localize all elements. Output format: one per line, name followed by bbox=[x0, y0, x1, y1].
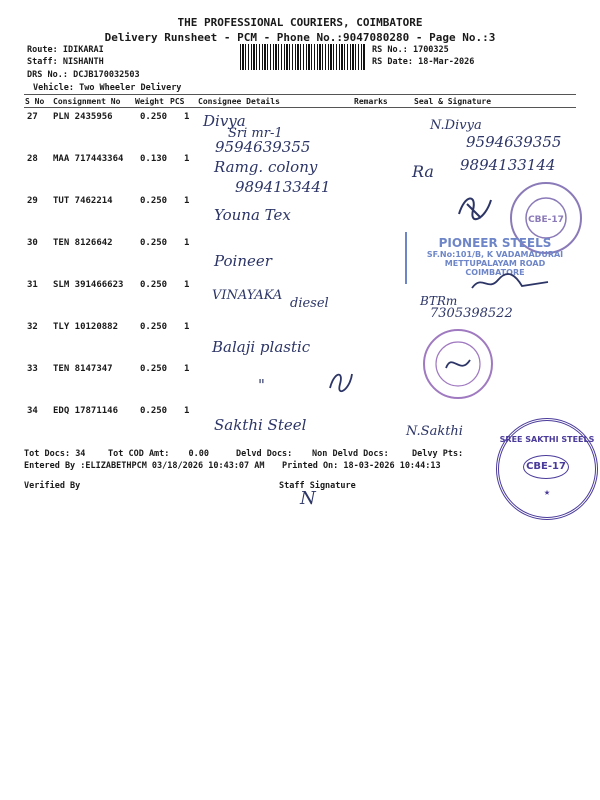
handwritten-consignee: Sri mr-1 bbox=[228, 126, 283, 141]
handwritten-consignee: diesel bbox=[290, 296, 329, 311]
row-sno: 28 bbox=[27, 154, 38, 164]
row-weight: 0.250 bbox=[140, 322, 168, 332]
row-sno: 29 bbox=[27, 196, 38, 206]
pioneer-address-1: SF.No:101/B, K VADAMADURAI bbox=[426, 250, 564, 259]
sakthi-code: CBE-17 bbox=[523, 455, 569, 479]
signature: N.Sakthi bbox=[406, 424, 463, 439]
row-sno: 34 bbox=[27, 406, 38, 416]
staff-signature-label: Staff Signature bbox=[279, 481, 356, 491]
row-sno: 30 bbox=[27, 238, 38, 248]
star-icon: ★ bbox=[543, 487, 551, 498]
row-consignment: SLM 391466623 bbox=[53, 280, 124, 290]
pioneer-address-2: METTUPALAYAM ROAD bbox=[444, 259, 546, 268]
ditto-mark: " bbox=[258, 376, 265, 394]
col-remarks: Remarks bbox=[354, 97, 388, 106]
handwritten-phone: 9594639355 bbox=[215, 138, 311, 156]
row-consignment: TLY 10120882 bbox=[53, 322, 119, 332]
drs-line: DRS No.: DCJB170032503 bbox=[27, 70, 140, 80]
row-weight: 0.250 bbox=[140, 196, 168, 206]
signature-phone: 7305398522 bbox=[430, 306, 513, 321]
row-consignment: MAA 717443364 bbox=[53, 154, 124, 164]
row-weight: 0.250 bbox=[140, 280, 168, 290]
sree-sakthi-stamp bbox=[496, 418, 598, 520]
delvy-pts: Delvy Pts: bbox=[412, 449, 464, 459]
row-weight: 0.250 bbox=[140, 112, 168, 122]
delvd-docs: Delvd Docs: bbox=[236, 449, 293, 459]
row-pcs: 1 bbox=[184, 196, 190, 206]
col-seal: Seal & Signature bbox=[414, 97, 492, 106]
handwritten-consignee: VINAYAKA bbox=[212, 288, 283, 303]
col-consignee: Consignee Details bbox=[198, 97, 280, 106]
signature: Ra bbox=[412, 162, 434, 181]
row-weight: 0.250 bbox=[140, 238, 168, 248]
handwritten-phone: 9894133441 bbox=[235, 178, 331, 196]
row-pcs: 1 bbox=[184, 154, 190, 164]
entered-by: Entered By :ELIZABETHPCM 03/18/2026 10:43:07 AM bbox=[24, 461, 265, 471]
tot-cod: Tot COD Amt: 0.00 bbox=[108, 449, 210, 459]
tot-docs: Tot Docs: 34 bbox=[24, 449, 86, 459]
col-pcs: PCS bbox=[170, 97, 185, 106]
pioneer-address-3: COIMBATORE bbox=[465, 268, 525, 277]
row-sno: 32 bbox=[27, 322, 38, 332]
col-weight: Weight bbox=[135, 97, 164, 106]
pioneer-name: PIONEER STEELS bbox=[438, 236, 552, 250]
runsheet-subtitle: Delivery Runsheet - PCM - Phone No.:9047080280 - Page No.:3 bbox=[104, 31, 496, 44]
row-pcs: 1 bbox=[184, 322, 190, 332]
row-consignment: TEN 8126642 bbox=[53, 238, 113, 248]
barcode bbox=[240, 44, 366, 70]
circle-stamp-code: CBE-17 bbox=[528, 215, 564, 225]
sakthi-name: SREE SAKTHI STEELS bbox=[499, 435, 595, 444]
row-signature bbox=[326, 366, 356, 394]
row-pcs: 1 bbox=[184, 364, 190, 374]
row-weight: 0.130 bbox=[140, 154, 168, 164]
row-consignment: TEN 8147347 bbox=[53, 364, 113, 374]
row-pcs: 1 bbox=[184, 406, 190, 416]
header-rule-bottom bbox=[24, 107, 576, 108]
row-consignment: PLN 2435956 bbox=[53, 112, 113, 122]
signature: BTRm bbox=[420, 294, 458, 308]
row-consignment: TUT 7462214 bbox=[53, 196, 113, 206]
col-sno: S No bbox=[25, 97, 45, 106]
header-rule-top bbox=[24, 94, 576, 95]
signature-scribble bbox=[455, 190, 495, 224]
non-delvd-docs: Non Delvd Docs: bbox=[312, 449, 389, 459]
route-line: Route: IDIKARAI bbox=[27, 45, 104, 55]
rs-date: RS Date: 18-Mar-2026 bbox=[372, 57, 475, 67]
staff-signature-mark: N bbox=[300, 488, 316, 509]
company-title: THE PROFESSIONAL COURIERS, COIMBATORE bbox=[177, 16, 423, 29]
verified-by: Verified By bbox=[24, 481, 81, 491]
rs-number: RS No.: 1700325 bbox=[372, 45, 449, 55]
handwritten-consignee: Ramg. colony bbox=[214, 158, 318, 176]
staff-line: Staff: NISHANTH bbox=[27, 57, 104, 67]
vehicle-line: Vehicle: Two Wheeler Delivery bbox=[33, 83, 182, 93]
col-consignment: Consignment No bbox=[53, 97, 121, 106]
handwritten-consignee: Sakthi Steel bbox=[214, 416, 307, 434]
purple-round-stamp bbox=[420, 326, 496, 402]
signature-phone: 9594639355 bbox=[466, 133, 562, 151]
row-sno: 31 bbox=[27, 280, 38, 290]
row-pcs: 1 bbox=[184, 112, 190, 122]
row-weight: 0.250 bbox=[140, 406, 168, 416]
handwritten-consignee: Divya bbox=[203, 112, 246, 130]
handwritten-consignee: Poineer bbox=[214, 252, 272, 270]
handwritten-consignee: Balaji plastic bbox=[212, 338, 311, 356]
handwritten-consignee: Youna Tex bbox=[214, 206, 291, 224]
row-pcs: 1 bbox=[184, 280, 190, 290]
row-sno: 33 bbox=[27, 364, 38, 374]
row-consignment: EDQ 17871146 bbox=[53, 406, 119, 416]
pioneer-signature bbox=[470, 270, 550, 296]
printed-on: Printed On: 18-03-2026 10:44:13 bbox=[282, 461, 441, 471]
row-pcs: 1 bbox=[184, 238, 190, 248]
row-weight: 0.250 bbox=[140, 364, 168, 374]
row-sno: 27 bbox=[27, 112, 38, 122]
signature-phone: 9894133144 bbox=[460, 156, 556, 174]
signature: N.Divya bbox=[430, 118, 482, 133]
